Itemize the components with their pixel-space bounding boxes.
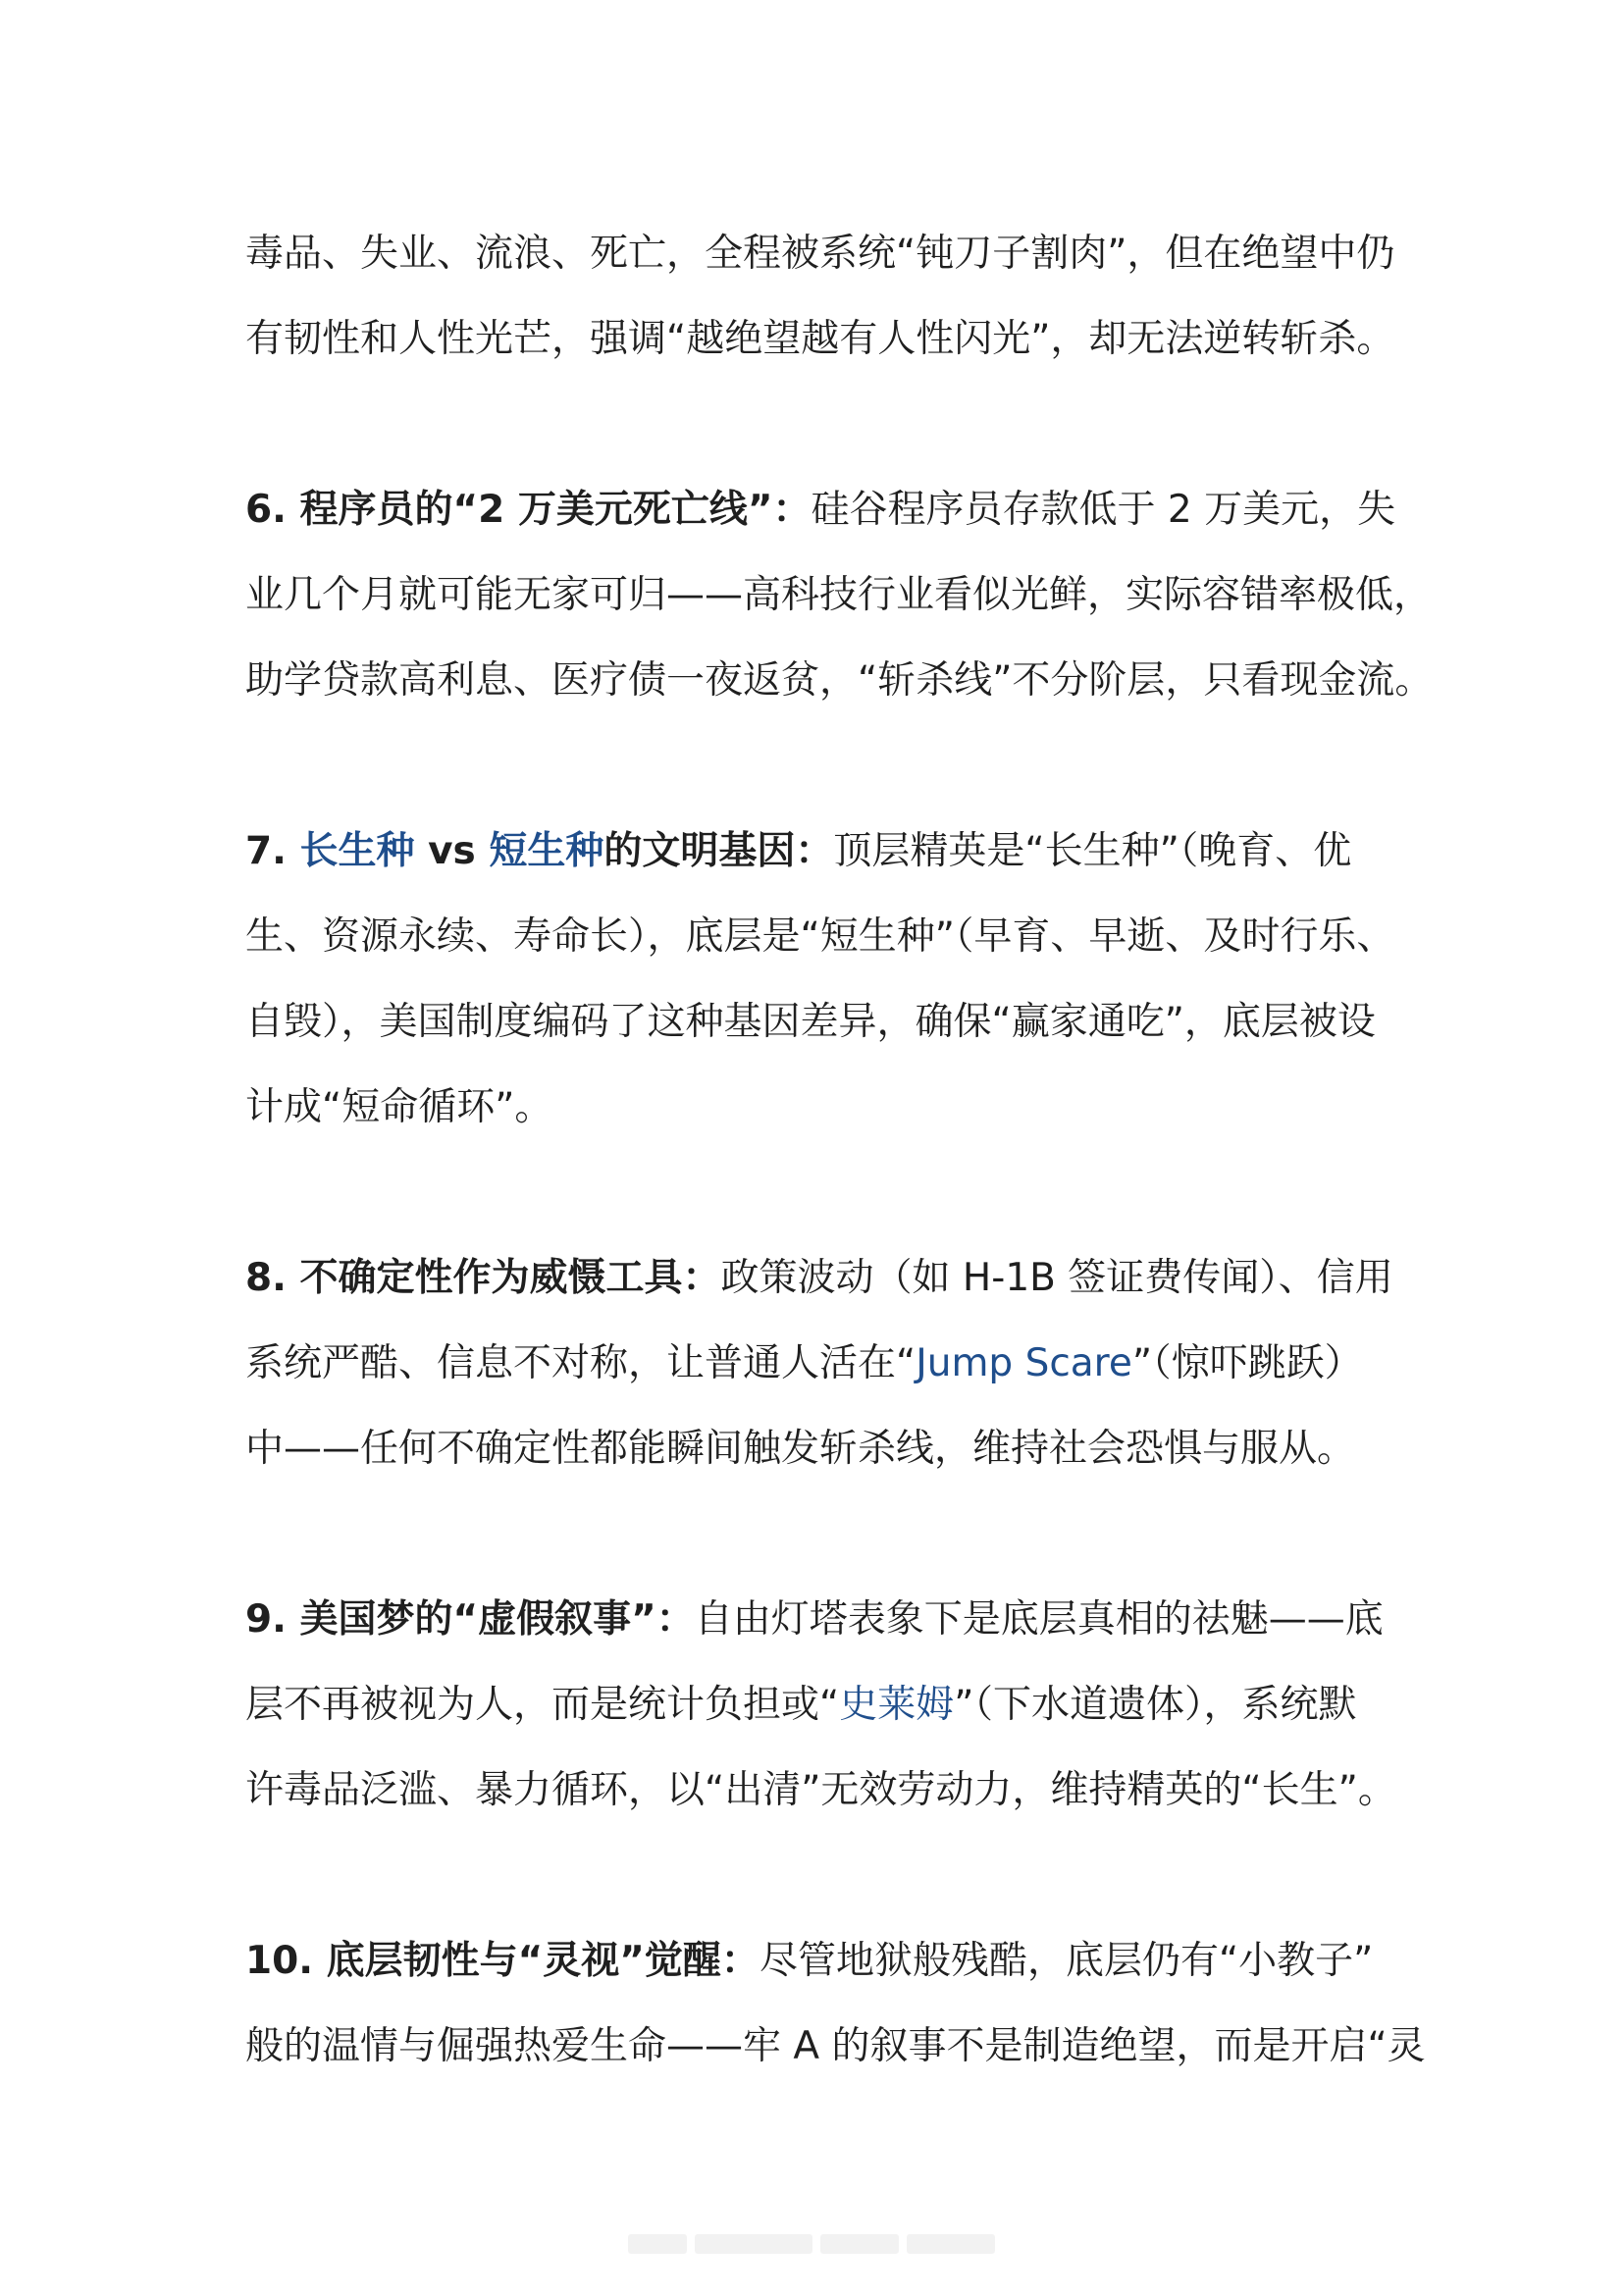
text-line (245, 808, 1388, 894)
paragraph-8 (245, 1235, 1393, 1491)
text-line (245, 1235, 1393, 1321)
item-title: 9. 美国梦的“虚假叙事”： (245, 1597, 695, 1642)
text-span: 顶层精英是“长生种”（晚育、优 (833, 829, 1352, 873)
link-term[interactable]: 史莱姆 (839, 1683, 955, 1727)
paragraph-7 (245, 808, 1395, 1150)
link-term[interactable]: Jump Scare (916, 1341, 1132, 1385)
highlight-term: 短生种 (489, 829, 604, 873)
text-line: 生、资源永续、寿命长），底层是“短生种”（早育、早逝、及时行乐、 (245, 914, 1395, 959)
paragraph-9 (245, 1577, 1396, 1833)
text-line: 有韧性和人性光芒，强调“越绝望越有人性闪光”，却无法逆转斩杀。 (245, 317, 1395, 361)
text-line: 计成“短命循环”。 (245, 1085, 553, 1129)
item-title: 6. 程序员的“2 万美元死亡线”： (245, 488, 812, 532)
text-span: 自由灯塔表象下是底层真相的祛魅——底 (694, 1597, 1384, 1642)
item-title: 的文明基因： (603, 829, 834, 873)
item-title: 8. 不确定性作为威慑工具： (245, 1256, 721, 1300)
text-span: 系统严酷、信息不对称，让普通人活在“ (245, 1341, 917, 1385)
text-line (245, 1918, 1388, 2004)
text-span: 尽管地狱般残酷，底层仍有“小教子” (759, 1939, 1374, 1983)
text-line: 毒品、失业、流浪、死亡，全程被系统“钝刀子割肉”，但在绝望中仍 (245, 232, 1395, 276)
text-span: ”（惊吓跳跃） (1131, 1341, 1363, 1385)
watermark-mark (695, 2234, 812, 2254)
text-line (245, 1321, 1388, 1406)
text-line (245, 1662, 1388, 1747)
text-span: 政策波动（如 H-1B 签证费传闻）、信用 (720, 1256, 1393, 1300)
text-line: 助学贷款高利息、医疗债一夜返贫，“斩杀线”不分阶层，只看现金流。 (245, 658, 1434, 703)
text-line (245, 467, 1396, 552)
text-span: ”（下水道遗体），系统默 (954, 1683, 1357, 1727)
text-span: 硅谷程序员存款低于 2 万美元，失 (811, 488, 1396, 532)
article-body (245, 211, 1434, 2089)
watermark-mark (820, 2234, 899, 2254)
text-span: 层不再被视为人，而是统计负担或“ (245, 1683, 840, 1727)
item-title: 10. 底层韧性与“灵视”觉醒： (245, 1939, 760, 1983)
text-line: 许毒品泛滥、暴力循环，以“出清”无效劳动力，维持精英的“长生”。 (245, 1768, 1396, 1812)
highlight-term: 长生种 (299, 829, 415, 873)
watermark-mark (628, 2234, 687, 2254)
text-line: 中——任何不确定性都能瞬间触发斩杀线，维持社会恐惧与服从。 (245, 1427, 1356, 1471)
watermark-mark (907, 2234, 995, 2254)
paragraph-5-continuation (245, 211, 1395, 382)
item-number: 7. (245, 829, 300, 873)
paragraph-6 (245, 467, 1434, 723)
watermark (628, 2219, 1001, 2269)
paragraph-10 (245, 1918, 1426, 2089)
item-title-vs: vs (414, 829, 490, 873)
text-line: 自毁），美国制度编码了这种基因差异，确保“赢家通吃”，底层被设 (245, 1000, 1376, 1044)
text-line: 般的温情与倔强热爱生命——牢 A 的叙事不是制造绝望，而是开启“灵 (245, 2024, 1426, 2068)
text-line (245, 1577, 1388, 1662)
text-line: 业几个月就可能无家可归——高科技行业看似光鲜，实际容错率极低， (245, 573, 1433, 617)
